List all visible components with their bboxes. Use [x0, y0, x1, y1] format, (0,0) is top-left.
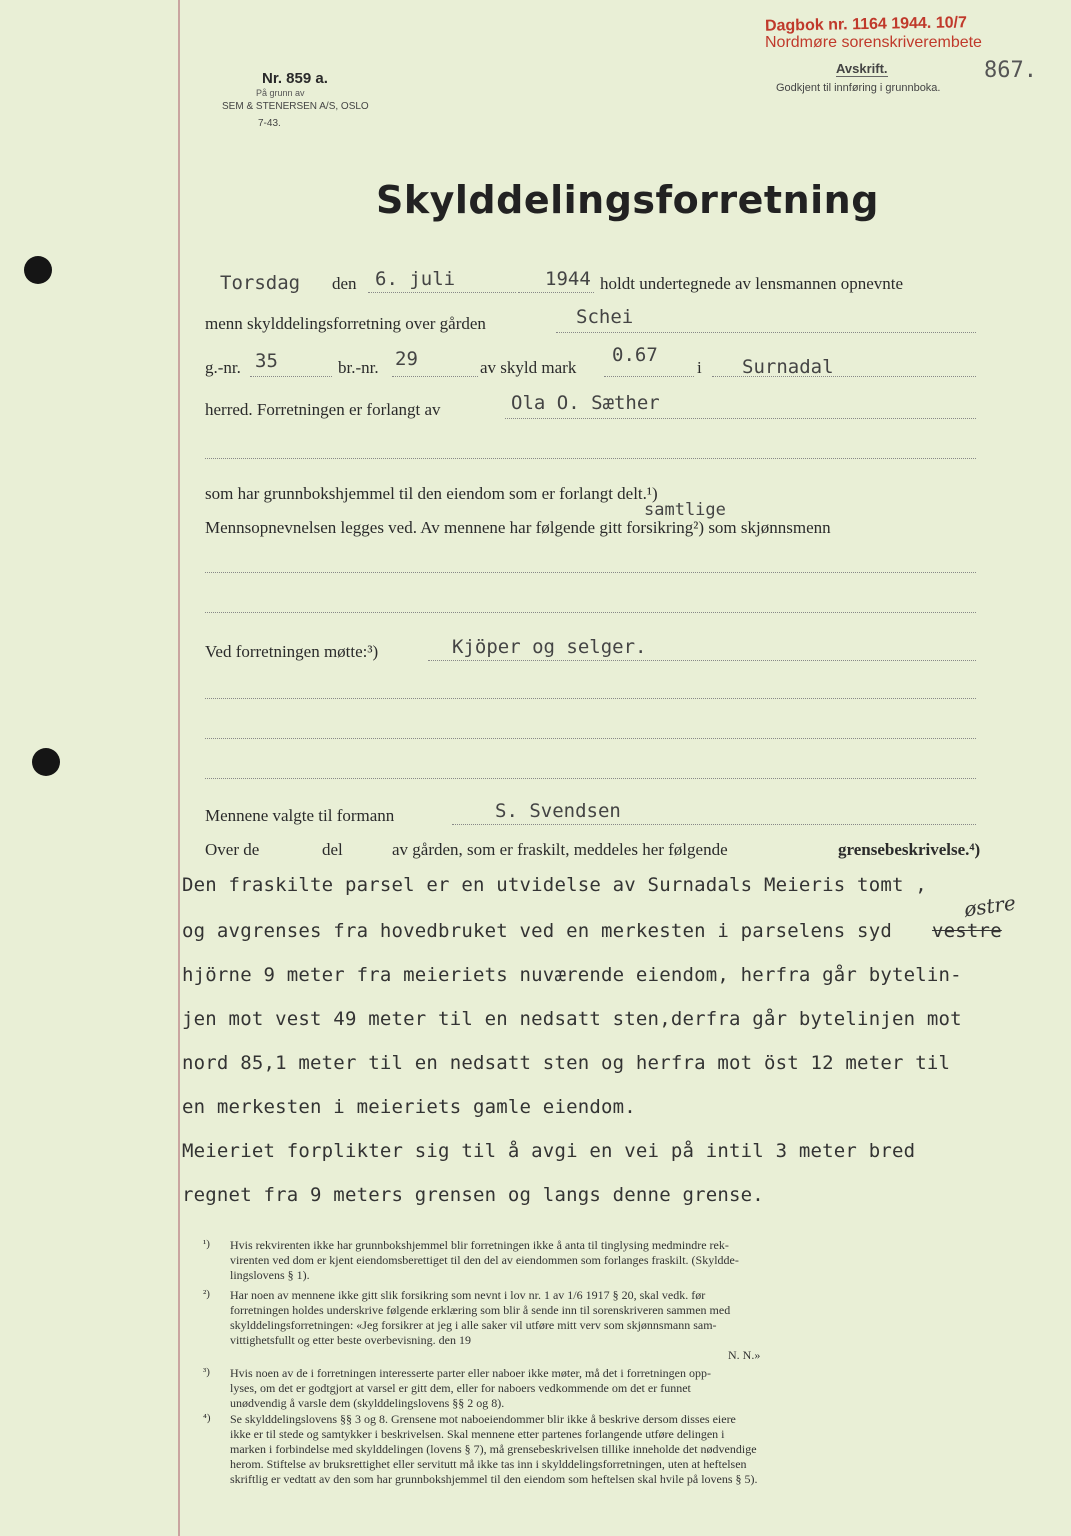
dotted-line	[205, 778, 976, 779]
description-line-5: nord 85,1 meter til en nedsatt sten og herfra mot öst 12 meter til	[182, 1052, 951, 1074]
line5-text: som har grunnbokshjemmel til den eiendom som er forlangt delt.¹)	[205, 484, 658, 503]
folio-number: 867.	[984, 58, 1037, 83]
dotted-line	[428, 660, 976, 661]
description-line-4: jen mot vest 49 meter til en nedsatt sten,derfra går bytelinjen mot	[182, 1008, 962, 1030]
date-value: 6. juli	[375, 268, 456, 290]
footnote-1-line-3: lingslovens § 1).	[230, 1268, 310, 1282]
gnr-label: g.-nr.	[205, 358, 241, 377]
footnote-4-line-1: Se skylddelingslovens §§ 3 og 8. Grensene mot naboeiendommer blir ikke å beskrive dersom disses eiere	[230, 1412, 736, 1426]
dotted-line	[604, 376, 694, 377]
footnote-4-line-5: skriftlig er vedtatt av den som har grunnbokshjemmel til den eiendom som heftelsen skal hvile på lovens § 5).	[230, 1472, 758, 1486]
struck-word: vestre	[932, 920, 1002, 942]
dotted-line	[505, 418, 976, 419]
description-line-3: hjörne 9 meter fra meieriets nuværende eiendom, herfra går bytelin-	[182, 964, 962, 986]
footnote-2-line-3: skylddelingsforretningen: «Jeg forsikrer at jeg i alle saker vil utføre mitt verv som skjønnsmann sam-	[230, 1318, 717, 1332]
footnote-2-line-4: vittighetsfullt og etter beste overbevisning. den 19	[230, 1333, 471, 1347]
dotted-line	[392, 376, 478, 377]
punch-hole-bottom	[32, 748, 60, 776]
dotted-line	[368, 292, 516, 293]
dotted-line	[518, 292, 594, 293]
footnote-3-line-3: unødvendig å varsle dem (skylddelingslovens §§ 2 og 8).	[230, 1396, 505, 1410]
weekday-value: Torsdag	[220, 272, 301, 294]
description-line-6: en merkesten i meieriets gamle eiendom.	[182, 1096, 636, 1118]
bnr-value: 29	[395, 348, 418, 370]
dotted-line	[205, 738, 976, 739]
requester-value: Ola O. Sæther	[511, 392, 660, 414]
footnote-1-line-1: Hvis rekvirenten ikke har grunnbokshjemmel blir forretningen ikke å anta til tinglysing medmindre rek-	[230, 1238, 729, 1252]
footnote-1-mark: ¹)	[203, 1238, 210, 1250]
dotted-line	[205, 612, 976, 613]
footnote-2-signature: N. N.»	[728, 1348, 761, 1362]
gnr-value: 35	[255, 350, 278, 372]
dotted-line	[205, 698, 976, 699]
footnote-3-mark: ³)	[203, 1366, 210, 1378]
chairman-value: S. Svendsen	[495, 800, 621, 822]
registry-stamp-line-2: Nordmøre sorenskriverembete	[765, 34, 982, 51]
samtlige-insert: samtlige	[644, 500, 726, 520]
form-number: Nr. 859 a.	[262, 70, 328, 87]
line6-text: Mennsopnevnelsen legges ved. Av mennene har følgende gitt forsikring²) som skjønnsmenn	[205, 518, 831, 537]
dotted-line	[205, 572, 976, 573]
bnr-label: br.-nr.	[338, 358, 379, 377]
dotted-line	[250, 376, 332, 377]
punch-hole-top	[24, 256, 52, 284]
description-line-2: og avgrenses fra hovedbruket ved en merkesten i parselens syd	[182, 920, 892, 942]
attendance-value: Kjöper og selger.	[452, 636, 647, 658]
i-label: i	[697, 358, 702, 377]
footnote-4-mark: ⁴)	[203, 1412, 211, 1424]
avskrift-label: Avskrift.	[836, 61, 888, 76]
boundary-description-label: grensebeskrivelse.⁴)	[838, 840, 981, 859]
over-de-label: Over de	[205, 840, 260, 859]
skyld-label: av skyld mark	[480, 358, 577, 377]
year-value: 1944	[545, 268, 591, 290]
registry-stamp-line-1: Dagbok nr. 1164 1944. 10/7	[764, 14, 968, 35]
printer-line-1: På grunn av	[256, 88, 305, 98]
line1-text: holdt undertegnede av lensmannen opnevnte	[600, 274, 904, 293]
del-label: del	[322, 840, 343, 859]
den-label: den	[332, 274, 357, 293]
handwritten-insert: østre	[962, 890, 1018, 922]
line2-text: menn skylddelingsforretning over gården	[205, 314, 486, 333]
dotted-line	[452, 824, 976, 825]
footnote-2-mark: ²)	[203, 1288, 210, 1300]
approval-note: Godkjent til innføring i grunnboka.	[776, 82, 941, 94]
chairman-label: Mennene valgte til formann	[205, 806, 395, 825]
dotted-line	[205, 458, 976, 459]
municipality-value: Surnadal	[742, 356, 834, 378]
line9-text: av gården, som er fraskilt, meddeles her følgende	[392, 840, 728, 859]
footnote-4-line-2: ikke er til stede og samtykker i beskrivelsen. Skal mennene etter partenes forlangende utføre delingen i	[230, 1427, 725, 1441]
footnote-3-line-1: Hvis noen av de i forretningen interesserte parter eller naboer ikke møter, må det i forretningen opp-	[230, 1366, 712, 1380]
footnote-3-line-2: lyses, om det er godtgjort at varsel er gitt dem, eller for naboers vedkommende om det er funnet	[230, 1381, 691, 1395]
skyld-value: 0.67	[612, 344, 658, 366]
farm-name-value: Schei	[576, 306, 634, 328]
footnote-2-line-2: forretningen holdes underskrive følgende erklæring som blir å sende inn til sorenskriveren sammen med	[230, 1303, 731, 1317]
footnote-2-line-1: Har noen av mennene ikke gitt slik forsikring som nevnt i lov nr. 1 av 1/6 1917 § 20, skal vedk. før	[230, 1288, 706, 1302]
description-line-7: Meieriet forplikter sig til å avgi en vei på intil 3 meter bred	[182, 1140, 916, 1162]
description-line-8: regnet fra 9 meters grensen og langs denne grense.	[182, 1184, 764, 1206]
document-title: Skylddelingsforretning	[376, 178, 879, 222]
footnote-1-line-2: virenten ved dom er kjent eiendomsberettiget til den del av eiendommen som forlanges fraskilt. (Skyldde-	[230, 1253, 739, 1267]
printer-line-3: 7-43.	[258, 118, 281, 129]
margin-line	[178, 0, 180, 1536]
printer-line-2: SEM & STENERSEN A/S, OSLO	[222, 101, 369, 112]
description-line-1: Den fraskilte parsel er en utvidelse av Surnadals Meieris tomt ,	[182, 874, 927, 896]
attendance-label: Ved forretningen møtte:³)	[205, 642, 379, 661]
footnote-4-line-3: marken i forbindelse med skylddelingen (lovens § 7), må grensebeskrivelsen tillike inneholde det nødvendige	[230, 1442, 757, 1456]
dotted-line	[556, 332, 976, 333]
footnote-4-line-4: herom. Stiftelse av bruksrettighet eller servitutt må ikke tas inn i skylddelingsforretningen, uten at heftelsen	[230, 1457, 747, 1471]
line4-text: herred. Forretningen er forlangt av	[205, 400, 441, 419]
